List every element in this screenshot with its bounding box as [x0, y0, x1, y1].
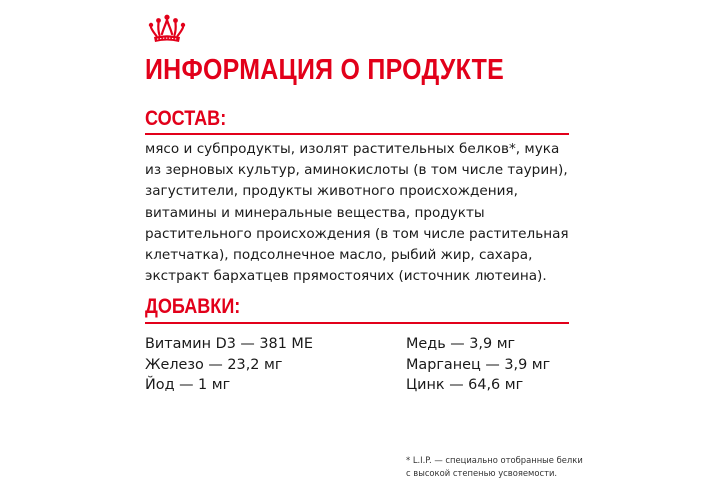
- composition-divider: [145, 133, 569, 135]
- additive-item-copper: Медь — 3,9 мг: [406, 336, 516, 352]
- composition-line: витамины и минеральные вещества, продукты: [145, 204, 485, 221]
- additive-item-zinc: Цинк — 64,6 мг: [406, 377, 524, 393]
- additives-heading: ДОБАВКИ:: [145, 295, 241, 318]
- additives-list-left: [145, 334, 313, 396]
- footnote-line: с высокой степенью усвояемости.: [406, 468, 558, 478]
- composition-line: мясо и субпродукты, изолят растительных белков*, мука: [145, 141, 560, 157]
- page-title: ИНФОРМАЦИЯ О ПРОДУКТЕ: [145, 54, 505, 86]
- additive-item-vitamin-d3: Витамин D3 — 381 МЕ: [145, 336, 313, 352]
- additives-divider: [145, 322, 569, 324]
- composition-line: из зерновых культур, аминокислоты (в том числе таурин),: [145, 162, 568, 179]
- composition-heading: СОСТАВ:: [145, 107, 227, 130]
- footnote: [406, 454, 606, 480]
- additive-item-iron: Железо — 23,2 мг: [145, 356, 283, 373]
- composition-line: экстракт бархатцев прямостоячих (источник лютеина).: [145, 268, 547, 285]
- composition-line: клетчатка), подсолнечное масло, рыбий жир, сахара,: [145, 247, 533, 264]
- composition-text: [145, 139, 575, 287]
- crown-icon: [145, 14, 189, 46]
- additive-item-manganese: Марганец — 3,9 мг: [406, 356, 551, 373]
- additive-item-iodine: Йод — 1 мг: [145, 377, 231, 393]
- composition-line: загустители, продукты животного происхождения,: [145, 183, 518, 200]
- composition-line: растительного происхождения (в том числе растительная: [145, 225, 569, 242]
- footnote-line: * L.I.P. — специально отобранные белки: [406, 455, 583, 465]
- additives-list-right: [406, 334, 550, 396]
